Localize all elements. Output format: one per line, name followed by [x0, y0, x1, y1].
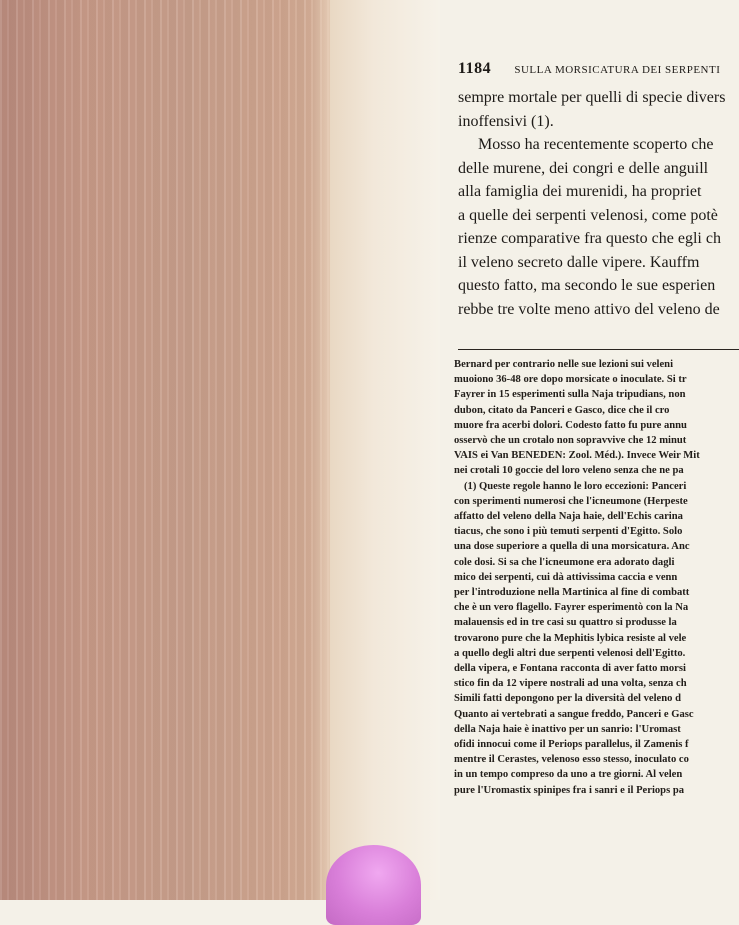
footnote-line: stico fin da 12 vipere nostrali ad una volta, senza ch: [454, 678, 687, 690]
footnote-line: malauensis ed in tre casi su quattro si produsse la: [454, 617, 677, 629]
footnote-line: (1) Queste regole hanno le loro eccezioni: Panceri: [464, 480, 687, 492]
text-line: alla famiglia dei murenidi, ha propriet: [458, 183, 702, 200]
finger-holding-page: [326, 845, 421, 925]
running-title: SULLA MORSICATURA DEI SERPENTI: [514, 64, 721, 76]
text-line: inoffensivi (1).: [458, 112, 554, 130]
page-number: 1184: [458, 60, 492, 77]
footnote-line: affatto del veleno della Naja haie, dell'Echis carina: [454, 511, 683, 523]
footnote-line: osservò che un crotalo non sopravvive che 12 minut: [454, 435, 687, 447]
footnote-line: mico dei serpenti, cui dà attivissima caccia e venn: [454, 571, 678, 583]
footnote-line: a quello degli altri due serpenti velenosi dell'Egitto.: [454, 647, 686, 659]
footnote-line: Quanto ai vertebrati a sangue freddo, Panceri e Gasc: [454, 708, 694, 720]
footnote-line: una dose superiore a quella di una morsicatura. Anc: [454, 541, 690, 553]
footnote-line: ofidi innocui come il Periops parallelus, il Zamenis f: [454, 739, 689, 751]
footnote-divider: [458, 349, 739, 350]
footnote-line: muoiono 36-48 ore dopo morsicate o inoculate. Si tr: [454, 374, 687, 386]
book-page: [440, 0, 739, 900]
footnote-line: trovarono pure che la Mephitis lybica resiste al vele: [454, 632, 687, 644]
footnotes: [454, 357, 739, 798]
text-line: sempre mortale per quelli di specie divers: [458, 89, 726, 106]
footnote-line: della Naja haie è inattivo per un sanrio: l'Uromast: [454, 723, 681, 735]
footnote-line: per l'introduzione nella Martinica al fine di combatt: [454, 587, 690, 599]
footnote-line: pure l'Uromastix spinipes fra i sanri e il Periops pa: [454, 784, 685, 796]
footnote-line: cole dosi. Si sa che l'icneumone era adorato dagli: [454, 556, 675, 568]
book-gutter: [330, 0, 440, 900]
footnote-line: che è un vero flagello. Fayrer esperimentò con la Na: [454, 602, 689, 614]
footnote-line: mentre il Cerastes, velenoso esso stesso, inoculato co: [454, 754, 689, 766]
main-text: [458, 86, 739, 321]
footnote-line: con sperimenti numerosi che l'icneumone (Herpeste: [454, 495, 688, 507]
footnote-line: in un tempo compreso da uno a tre giorni. Al velen: [454, 769, 683, 781]
text-line: rienze comparative fra questo che egli ch: [458, 230, 721, 247]
footnote-line: Simili fatti depongono per la diversità del veleno d: [454, 693, 681, 705]
footnote-line: muore fra acerbi dolori. Codesto fatto fu pure annu: [454, 419, 687, 431]
book-page-edges: [0, 0, 350, 900]
text-line: a quelle dei serpenti velenosi, come potè: [458, 206, 718, 224]
text-line: delle murene, dei congri e delle anguill: [458, 159, 709, 177]
footnote-line: VAIS ei Van BENEDEN: Zool. Méd.). Invece Weir Mit: [454, 450, 700, 462]
footnote-line: dubon, citato da Panceri e Gasco, dice che il cro: [454, 404, 670, 416]
text-line: Mosso ha recentemente scoperto che: [478, 136, 714, 153]
footnote-line: Bernard per contrario nelle sue lezioni sui veleni: [454, 359, 674, 370]
text-line: questo fatto, ma secondo le sue esperien: [458, 277, 716, 294]
footnote-line: Fayrer in 15 esperimenti sulla Naja tripudians, non: [454, 389, 686, 401]
footnote-line: tiacus, che sono i più temuti serpenti d'Egitto. Solo: [454, 526, 683, 538]
page-header: [458, 60, 720, 78]
footnote-line: nei crotali 10 goccie del loro veleno senza che ne pa: [454, 465, 684, 477]
text-line: il veleno secreto dalle vipere. Kauffm: [458, 253, 700, 271]
footnote-line: della vipera, e Fontana racconta di aver fatto morsi: [454, 663, 686, 675]
text-line: rebbe tre volte meno attivo del veleno de: [458, 300, 720, 318]
